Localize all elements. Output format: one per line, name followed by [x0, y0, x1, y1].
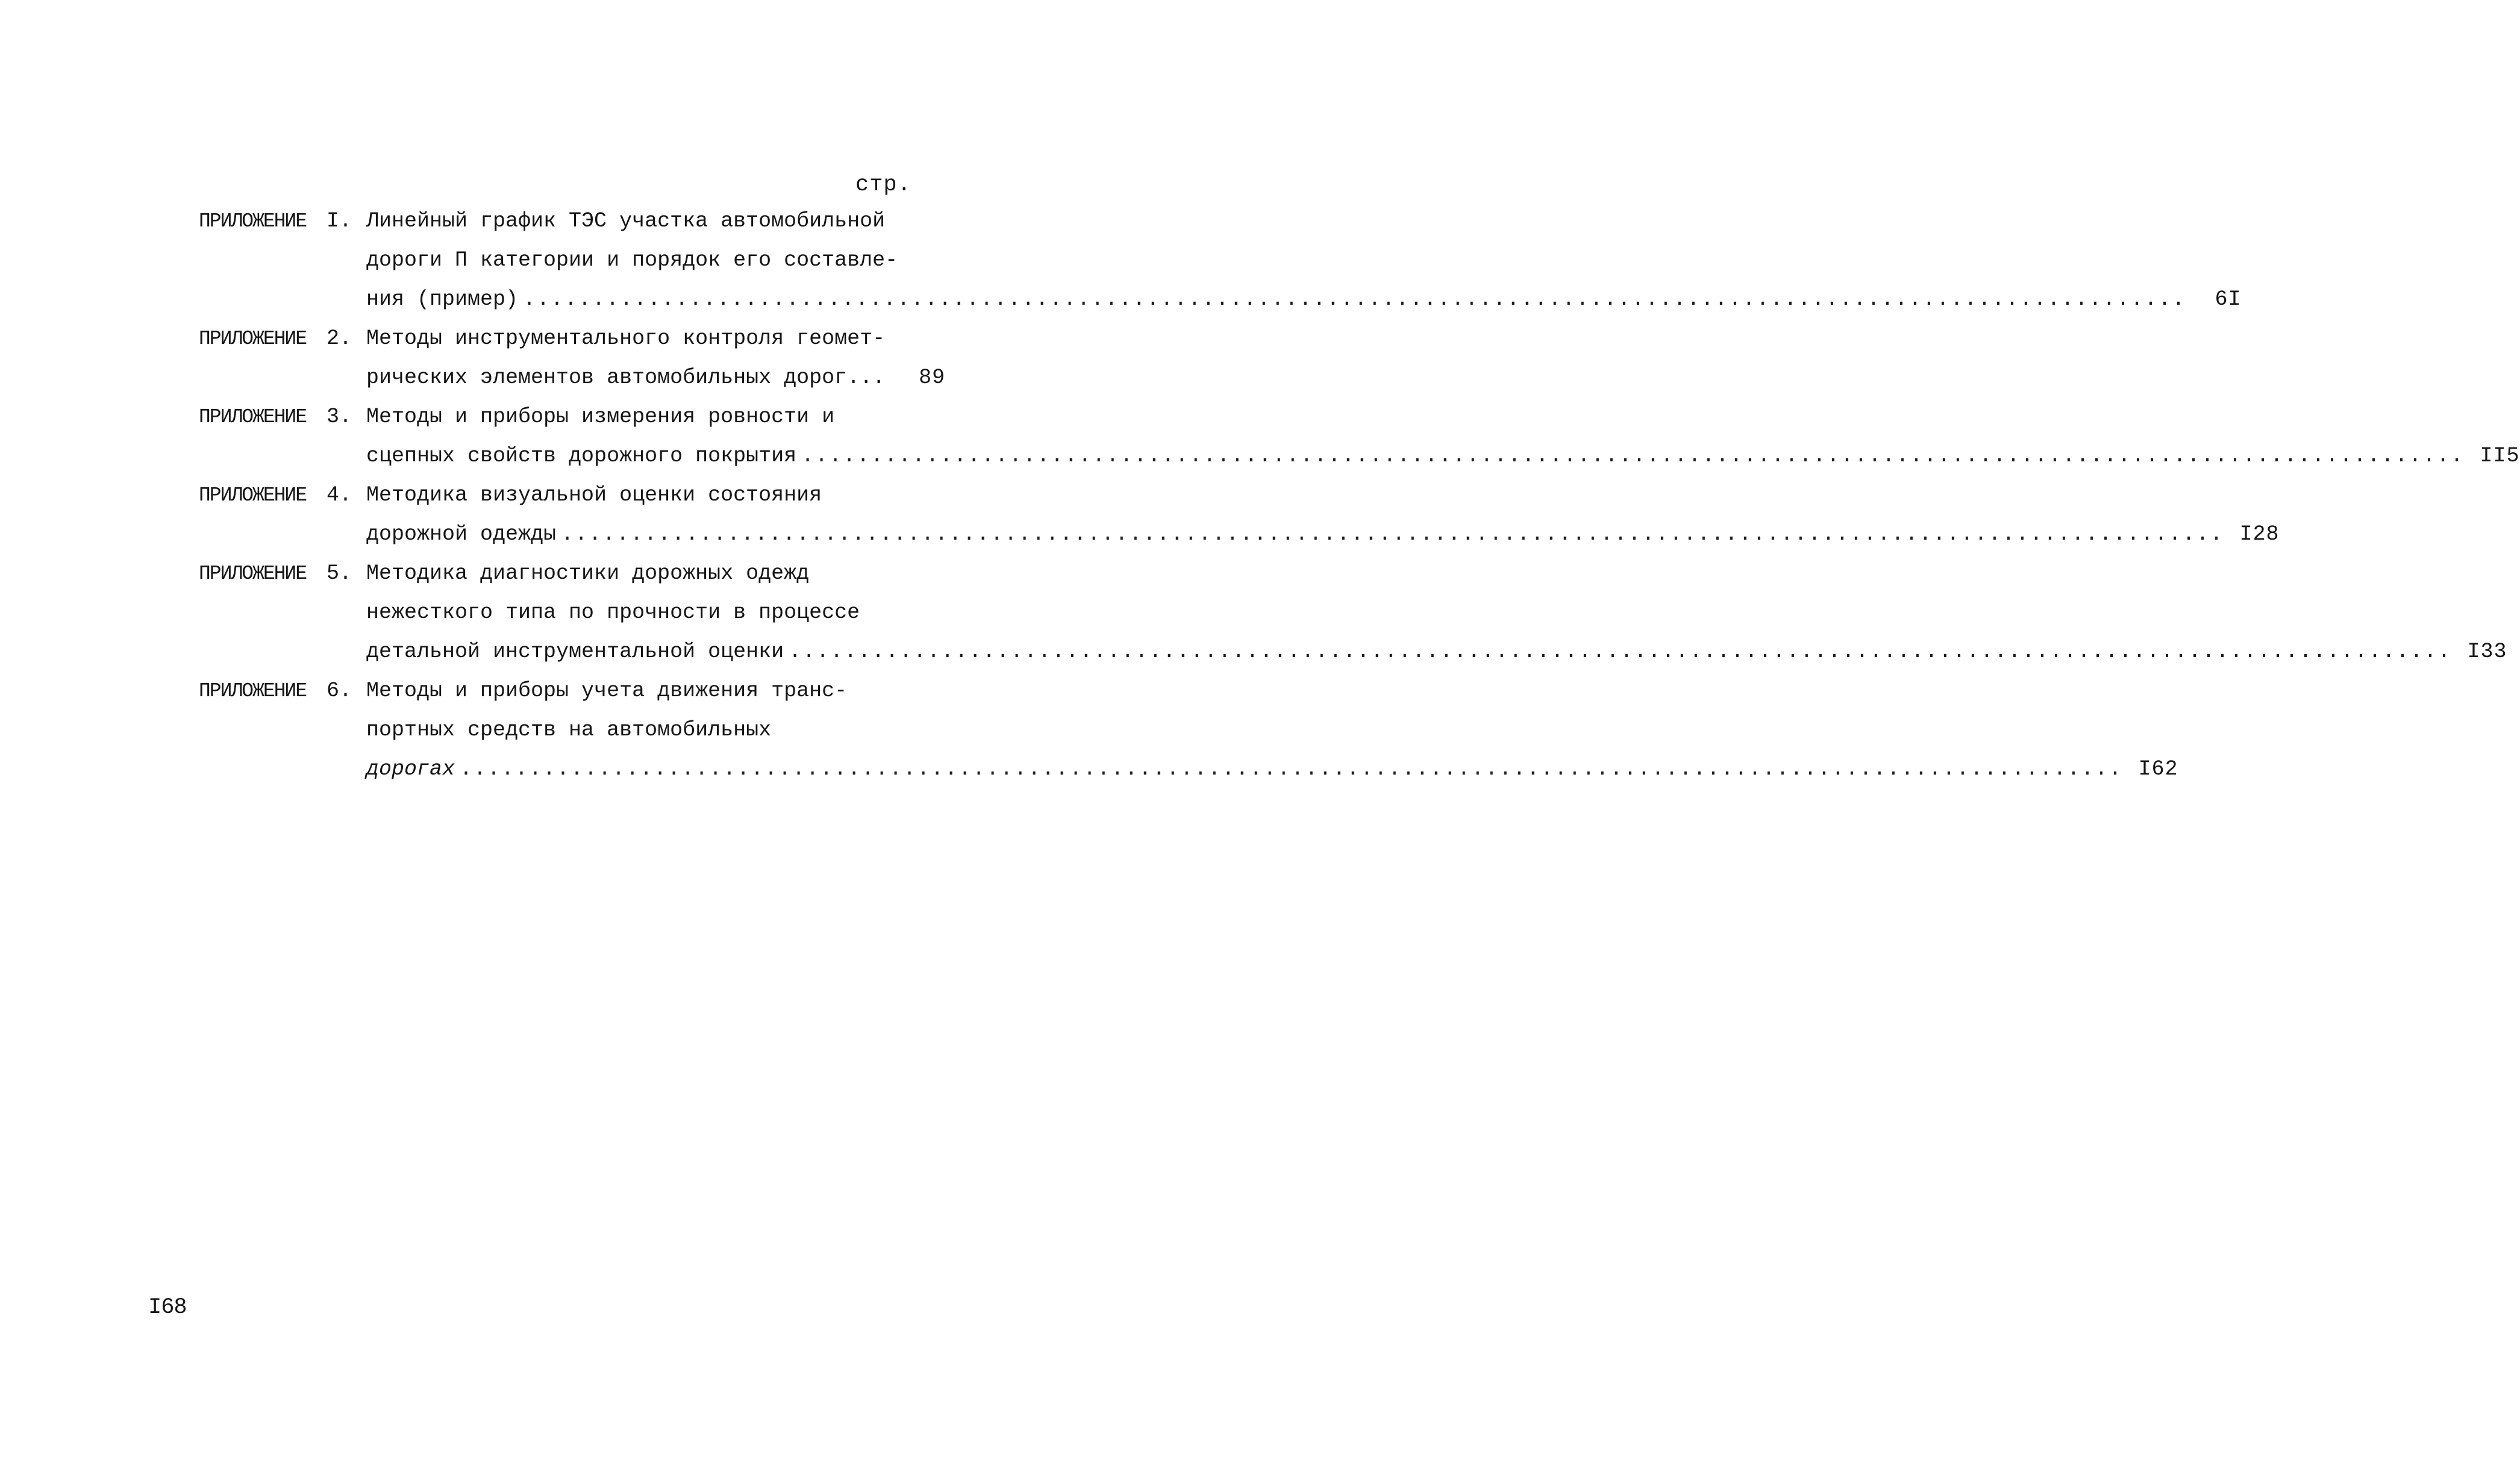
- entry-title-line: портных средств на автомобильных: [366, 718, 772, 742]
- dot-leader: [561, 515, 2224, 554]
- table-of-contents: [199, 202, 2520, 789]
- page-folio-number: I68: [148, 1295, 187, 1320]
- page-number: I33: [2467, 640, 2507, 664]
- toc-entry-appendix-1: [199, 202, 2242, 319]
- toc-entry-appendix-6: [199, 672, 2178, 789]
- entry-last-line: [366, 358, 946, 398]
- dot-leader: [460, 750, 2122, 789]
- entry-title-line: нежесткого типа по прочности в процессе: [366, 600, 860, 625]
- entry-title-line: Линейный график ТЭС участка автомобильной: [366, 209, 886, 233]
- entry-title-line: дорожной одежды: [366, 522, 557, 546]
- entry-last-line: [366, 750, 2178, 789]
- entry-title-line: Методы и приборы учета движения транс-: [366, 679, 848, 703]
- toc-entry-appendix-4: [199, 476, 2280, 554]
- appendix-label: ПРИЛОЖЕНИЕ: [199, 406, 307, 428]
- entry-title-line: дороги П категории и порядок его составле-: [366, 248, 898, 272]
- entry-title-line: Методы инструментального контроля геомет-: [366, 326, 886, 351]
- entry-title: [366, 554, 2507, 672]
- page-column-label: стр.: [855, 172, 911, 198]
- appendix-number: 3.: [327, 405, 352, 429]
- page-number: 6I: [2215, 287, 2242, 311]
- entry-title-line: ния (пример): [366, 287, 519, 311]
- dot-leader: [801, 437, 2464, 476]
- appendix-label: ПРИЛОЖЕНИЕ: [199, 484, 307, 507]
- entry-title: [366, 319, 946, 398]
- appendix-label: ПРИЛОЖЕНИЕ: [199, 328, 307, 350]
- entry-last-line: [366, 515, 2280, 554]
- entry-title: [366, 476, 2280, 554]
- entry-title-line: рических элементов автомобильных дорог...: [366, 366, 886, 390]
- toc-entry-appendix-5: [199, 554, 2507, 672]
- entry-title-line: Методы и приборы измерения ровности и: [366, 405, 835, 429]
- appendix-label: ПРИЛОЖЕНИЕ: [199, 210, 307, 232]
- dot-leader: [789, 632, 2451, 672]
- entry-last-line: [366, 280, 2242, 319]
- appendix-number: 4.: [327, 483, 352, 507]
- toc-entry-appendix-2: [199, 319, 946, 398]
- appendix-label: ПРИЛОЖЕНИЕ: [199, 563, 307, 585]
- page-number: 89: [919, 366, 946, 390]
- entry-title-line: Методика визуальной оценки состояния: [366, 483, 822, 507]
- dot-leader: [523, 280, 2186, 319]
- entry-last-line: [366, 632, 2507, 672]
- appendix-number: 5.: [327, 561, 352, 585]
- entry-title-line: сцепных свойств дорожного покрытия: [366, 444, 797, 468]
- entry-title: [366, 398, 2520, 476]
- page-number: I28: [2239, 522, 2280, 546]
- entry-title: [366, 202, 2242, 319]
- entry-title-line: детальной инструментальной оценки: [366, 640, 784, 664]
- page-number: I62: [2138, 757, 2178, 781]
- toc-entry-appendix-3: [199, 398, 2520, 476]
- appendix-number: 6.: [327, 679, 352, 703]
- entry-last-line: [366, 437, 2520, 476]
- appendix-number: 2.: [327, 326, 352, 351]
- entry-title-line: дорогах: [366, 757, 455, 781]
- entry-title: [366, 672, 2178, 789]
- page-number: II5: [2480, 444, 2520, 468]
- appendix-number: I.: [327, 209, 352, 233]
- entry-title-line: Методика диагностики дорожных одежд: [366, 561, 810, 585]
- appendix-label: ПРИЛОЖЕНИЕ: [199, 680, 307, 702]
